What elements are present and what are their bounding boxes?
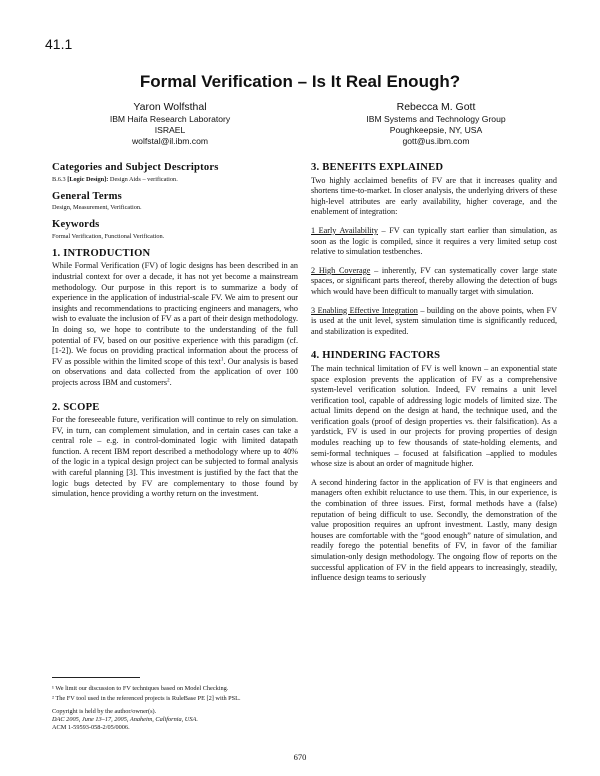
author-2-location: Poughkeepsie, NY, USA bbox=[389, 125, 483, 135]
general-terms-heading: General Terms bbox=[52, 190, 122, 202]
scope-text: For the foreseeable future, verification will continue to rely on simulation. FV, in turn, can complement simulation, and in certain cases can take a central role – e.g. in control-dominated logic with limited datapath function. A recent IBM report described a methodology where up to 40% of the logic in a typical design project can be subjected to formal analysis with careful planning [3]. This investment is justified by the fact that the logic bugs detected by FV are complementary to those found by simulation, hence providing a worthy return on the investment. bbox=[52, 415, 298, 499]
author-1-name: Yaron Wolfsthal bbox=[133, 101, 207, 113]
categories-heading: Categories and Subject Descriptors bbox=[52, 162, 219, 173]
author-1-email: wolfstal@il.ibm.com bbox=[131, 136, 209, 146]
right-column bbox=[311, 163, 557, 584]
footnote-2: ² The FV tool used in the referenced projects is RuleBase PE [2] with PSL. bbox=[52, 695, 241, 702]
author-2-email: gott@us.ibm.com bbox=[402, 136, 470, 146]
author-1 bbox=[40, 101, 300, 147]
introduction-heading: 1. INTRODUCTION bbox=[52, 247, 151, 259]
author-2-name: Rebecca M. Gott bbox=[396, 101, 476, 113]
left-column bbox=[52, 163, 298, 500]
session-label: 41.1 bbox=[45, 36, 73, 52]
benefits-intro: Two highly acclaimed benefits of FV are that it increases quality and shortens time-to-market. In closer analysis, the underlying drivers of these high-level attributes are early availability, higher coverage, and the enablement of integration: bbox=[311, 175, 557, 217]
author-2 bbox=[306, 101, 566, 147]
scope-heading: 2. SCOPE bbox=[52, 401, 100, 413]
benefits-heading: 3. BENEFITS EXPLAINED bbox=[311, 162, 444, 173]
hindering-heading: 4. HINDERING FACTORS bbox=[311, 350, 441, 362]
footnote-rule bbox=[52, 677, 140, 678]
general-terms-text: Design, Measurement, Verification. bbox=[52, 204, 142, 212]
copyright-line: Copyright is held by the author/owner(s). bbox=[52, 708, 157, 715]
acm-line: ACM 1-59593-058-2/05/0006. bbox=[52, 724, 130, 731]
introduction-text: While Formal Verification (FV) of logic designs has been described in an industrial context for over a decade, it has not yet become a mainstream methodology. Our purpose in this report is to summarize a body of experience in the application of industrial-scale FV. We aim to present our insights and recommendations to practicing engineers and managers, who wish to evaluate the inclusion of FV as a part of their design methodology. In doing so, we hope to contribute to the understanding of the full potential of FV, based on our positive experience with this paradigm (cf. [1-2]). We focus on providing practical information about the process of FV as possible within the limited scope of this text$^1$. Our analysis is based on observations and data collected from the application of over 100 projects across IBM and customers$^2$. bbox=[52, 261, 298, 387]
benefit-item-1: 1 Early Availability – FV can typically start earlier than simulation, as soon as the logic is compiled, since it requires a very limited setup cost relative to simulation testbenches. bbox=[311, 225, 557, 257]
footnotes bbox=[52, 685, 288, 732]
footnote-1: ¹ We limit our discussion to FV techniques based on Model Checking. bbox=[52, 685, 229, 692]
hindering-paragraph-2: A second hindering factor in the application of FV is that engineers and managers often exhibit reluctance to use them. This, in our experience, is the combination of three issues. First, formal methods have a (false) reputation of being difficult to use. Secondly, the demonstration of the value proposition requires an upfront investment. Lastly, many design houses are comfortable with the “good enough” nature of simulation, and readily forego the potential benefits of FV, in favor of the familiar simulation-only design methodology. The ongoing flow of reports on the successful application of FV in the field appears to increasingly, steadily, influence design teams to seriously bbox=[311, 477, 557, 583]
benefit-item-3: 3 Enabling Effective Integration – building on the above points, when FV is used at the unit level, system simulation time is significantly reduced, and stabilization is expedited. bbox=[311, 305, 557, 336]
author-2-org: IBM Systems and Technology Group bbox=[366, 114, 506, 124]
conference-line: DAC 2005, June 13–17, 2005, Anaheim, California, USA. bbox=[52, 716, 198, 723]
keywords-text: Formal Verification, Functional Verification. bbox=[52, 232, 165, 240]
author-1-org: IBM Haifa Research Laboratory bbox=[109, 114, 231, 124]
paper-title: Formal Verification – Is It Real Enough? bbox=[139, 72, 461, 91]
keywords-heading: Keywords bbox=[52, 219, 100, 231]
benefit-item-2: 2 High Coverage – inherently, FV can systematically cover large state spaces, or significant parts thereof, thereby allowing the detection of bugs which would have been difficult to manually target with simulation. bbox=[311, 265, 557, 296]
page-number: 670 bbox=[293, 752, 307, 762]
author-1-location: ISRAEL bbox=[154, 125, 186, 135]
categories-text: B.6.3 [Logic Design]: Design Aids – verification. bbox=[52, 175, 178, 183]
hindering-paragraph-1: The main technical limitation of FV is well known – an exponential state space explosion prevents the application of FV as a comprehensive system-level verification solution. Indeed, FV remains a unit level verification tool, capable of addressing logic models of limited size. The actual limits depend on the design at hand, the technique used, and the verification goals (proof of design properties vs. their falsification). As a yardstick, FV is used in our projects for proving properties of design modules reaching up to few thousands of state-holding elements, and semi-formal techniques – focused at falsification –applied to modules whose size is about an order of magnitude higher. bbox=[311, 363, 557, 469]
